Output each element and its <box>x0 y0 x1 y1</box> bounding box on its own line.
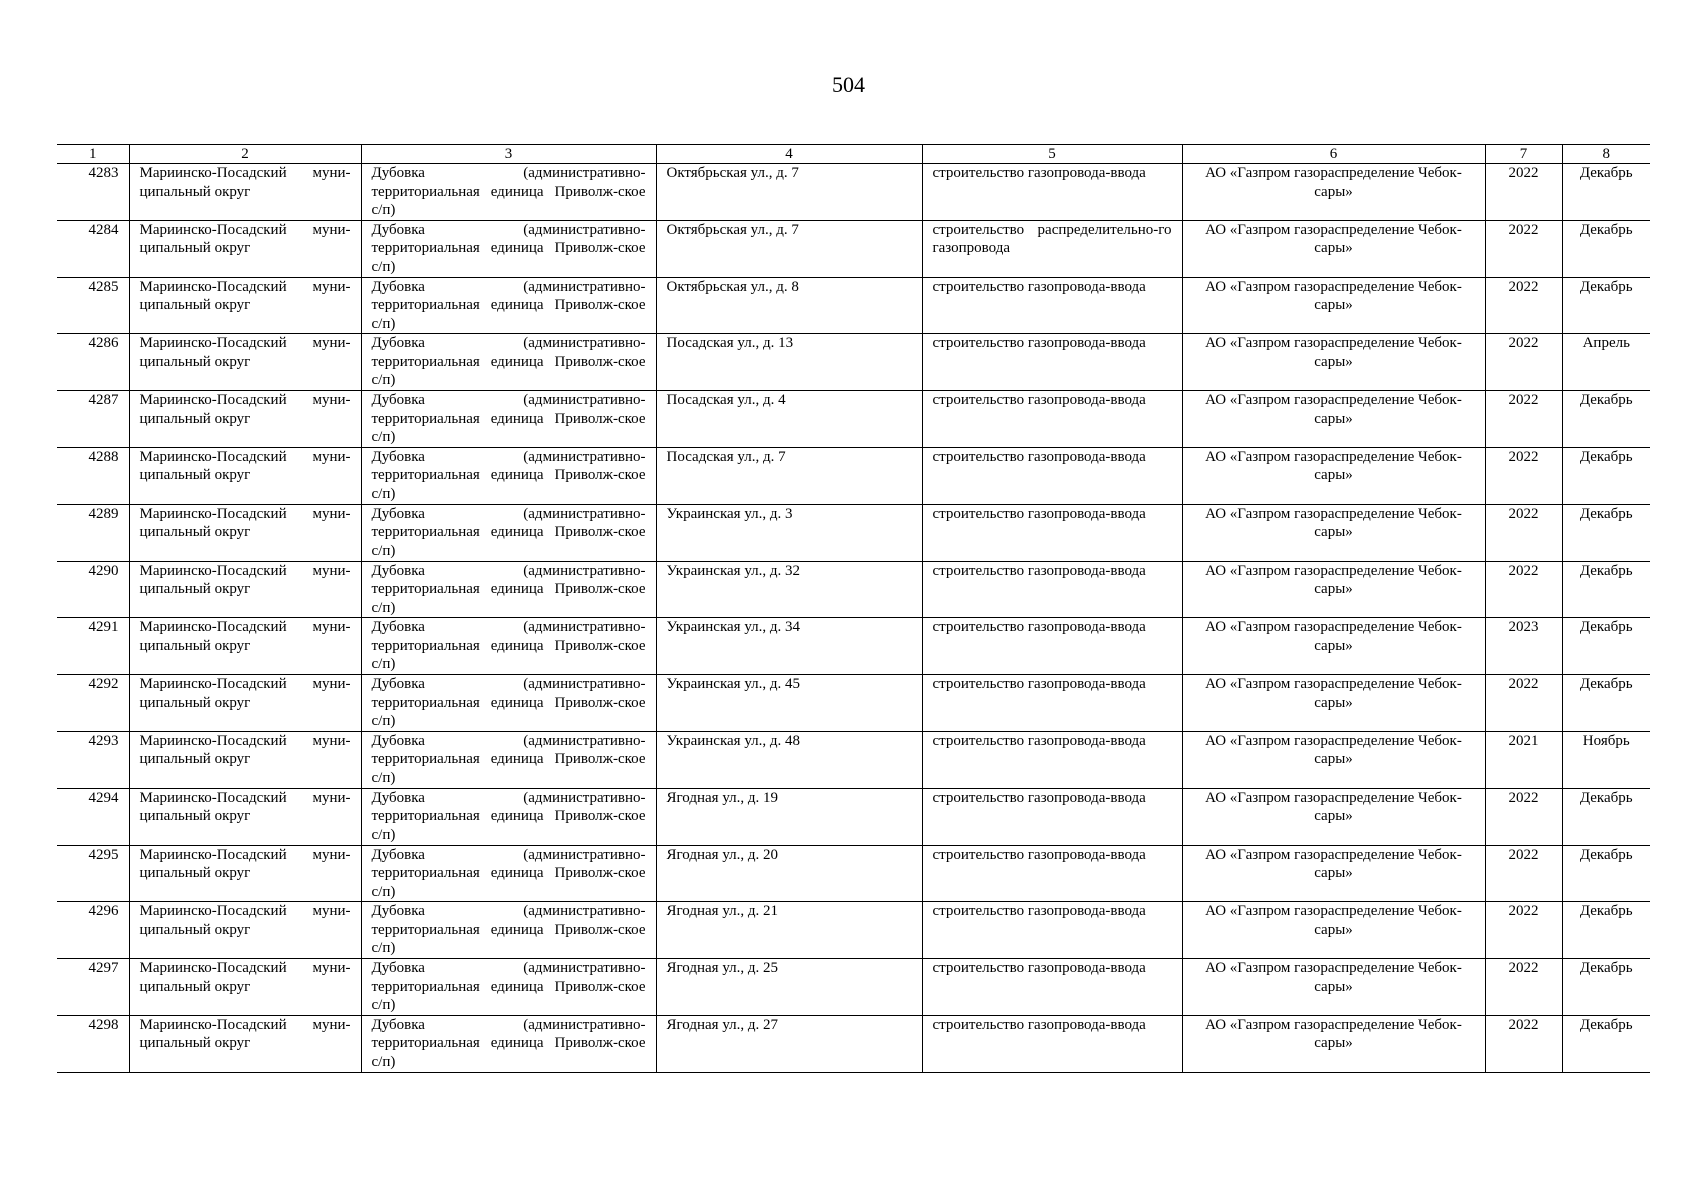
district-cell: Мариинско-Посадский муни-ципальный округ <box>129 164 361 221</box>
column-number-row <box>57 145 1650 164</box>
locality-cell: Дубовка (административно-территориальная единица Приволж-ское с/п) <box>361 164 656 221</box>
address-cell: Посадская ул., д. 13 <box>656 334 922 391</box>
column-header: 7 <box>1485 145 1562 164</box>
organization-cell: АО «Газпром газораспределение Чебок-сары» <box>1182 391 1485 448</box>
address-cell: Украинская ул., д. 45 <box>656 675 922 732</box>
district-cell: Мариинско-Посадский муни-ципальный округ <box>129 731 361 788</box>
column-header: 3 <box>361 145 656 164</box>
district-cell: Мариинско-Посадский муни-ципальный округ <box>129 220 361 277</box>
district-cell: Мариинско-Посадский муни-ципальный округ <box>129 675 361 732</box>
year-cell: 2022 <box>1485 391 1562 448</box>
district-cell: Мариинско-Посадский муни-ципальный округ <box>129 845 361 902</box>
district-cell: Мариинско-Посадский муни-ципальный округ <box>129 447 361 504</box>
row-number: 4283 <box>57 164 129 221</box>
month-cell: Ноябрь <box>1562 731 1650 788</box>
address-cell: Ягодная ул., д. 25 <box>656 959 922 1016</box>
table-row <box>57 334 1650 391</box>
table-row <box>57 731 1650 788</box>
organization-cell: АО «Газпром газораспределение Чебок-сары» <box>1182 902 1485 959</box>
address-cell: Украинская ул., д. 48 <box>656 731 922 788</box>
row-number: 4289 <box>57 504 129 561</box>
locality-cell: Дубовка (административно-территориальная единица Приволж-ское с/п) <box>361 277 656 334</box>
row-number: 4296 <box>57 902 129 959</box>
organization-cell: АО «Газпром газораспределение Чебок-сары» <box>1182 164 1485 221</box>
address-cell: Украинская ул., д. 32 <box>656 561 922 618</box>
organization-cell: АО «Газпром газораспределение Чебок-сары» <box>1182 788 1485 845</box>
address-cell: Украинская ул., д. 3 <box>656 504 922 561</box>
locality-cell: Дубовка (административно-территориальная единица Приволж-ское с/п) <box>361 504 656 561</box>
column-header: 1 <box>57 145 129 164</box>
locality-cell: Дубовка (административно-территориальная единица Приволж-ское с/п) <box>361 618 656 675</box>
work-type-cell: строительство газопровода-ввода <box>922 788 1182 845</box>
column-header: 2 <box>129 145 361 164</box>
table-row <box>57 164 1650 221</box>
work-type-cell: строительство газопровода-ввода <box>922 1015 1182 1072</box>
work-type-cell: строительство газопровода-ввода <box>922 561 1182 618</box>
year-cell: 2022 <box>1485 959 1562 1016</box>
work-type-cell: строительство газопровода-ввода <box>922 902 1182 959</box>
address-cell: Октябрьская ул., д. 7 <box>656 164 922 221</box>
row-number: 4285 <box>57 277 129 334</box>
year-cell: 2022 <box>1485 788 1562 845</box>
year-cell: 2022 <box>1485 561 1562 618</box>
month-cell: Апрель <box>1562 334 1650 391</box>
year-cell: 2022 <box>1485 164 1562 221</box>
work-type-cell: строительство газопровода-ввода <box>922 675 1182 732</box>
row-number: 4292 <box>57 675 129 732</box>
month-cell: Декабрь <box>1562 788 1650 845</box>
month-cell: Декабрь <box>1562 220 1650 277</box>
address-cell: Октябрьская ул., д. 8 <box>656 277 922 334</box>
work-type-cell: строительство распределительно-го газопровода <box>922 220 1182 277</box>
row-number: 4291 <box>57 618 129 675</box>
column-header: 6 <box>1182 145 1485 164</box>
month-cell: Декабрь <box>1562 277 1650 334</box>
work-type-cell: строительство газопровода-ввода <box>922 447 1182 504</box>
organization-cell: АО «Газпром газораспределение Чебок-сары» <box>1182 561 1485 618</box>
month-cell: Декабрь <box>1562 164 1650 221</box>
month-cell: Декабрь <box>1562 561 1650 618</box>
district-cell: Мариинско-Посадский муни-ципальный округ <box>129 902 361 959</box>
locality-cell: Дубовка (административно-территориальная единица Приволж-ское с/п) <box>361 675 656 732</box>
work-type-cell: строительство газопровода-ввода <box>922 618 1182 675</box>
work-type-cell: строительство газопровода-ввода <box>922 164 1182 221</box>
year-cell: 2022 <box>1485 220 1562 277</box>
organization-cell: АО «Газпром газораспределение Чебок-сары» <box>1182 959 1485 1016</box>
address-cell: Октябрьская ул., д. 7 <box>656 220 922 277</box>
organization-cell: АО «Газпром газораспределение Чебок-сары» <box>1182 277 1485 334</box>
row-number: 4297 <box>57 959 129 1016</box>
locality-cell: Дубовка (административно-территориальная единица Приволж-ское с/п) <box>361 1015 656 1072</box>
locality-cell: Дубовка (административно-территориальная единица Приволж-ское с/п) <box>361 959 656 1016</box>
month-cell: Декабрь <box>1562 902 1650 959</box>
year-cell: 2022 <box>1485 447 1562 504</box>
row-number: 4294 <box>57 788 129 845</box>
address-cell: Ягодная ул., д. 21 <box>656 902 922 959</box>
organization-cell: АО «Газпром газораспределение Чебок-сары» <box>1182 334 1485 391</box>
organization-cell: АО «Газпром газораспределение Чебок-сары» <box>1182 675 1485 732</box>
locality-cell: Дубовка (административно-территориальная единица Приволж-ское с/п) <box>361 391 656 448</box>
organization-cell: АО «Газпром газораспределение Чебок-сары» <box>1182 618 1485 675</box>
address-cell: Ягодная ул., д. 19 <box>656 788 922 845</box>
address-cell: Ягодная ул., д. 20 <box>656 845 922 902</box>
year-cell: 2022 <box>1485 504 1562 561</box>
work-type-cell: строительство газопровода-ввода <box>922 959 1182 1016</box>
month-cell: Декабрь <box>1562 959 1650 1016</box>
work-type-cell: строительство газопровода-ввода <box>922 277 1182 334</box>
page-number: 504 <box>832 72 865 97</box>
district-cell: Мариинско-Посадский муни-ципальный округ <box>129 788 361 845</box>
locality-cell: Дубовка (административно-территориальная единица Приволж-ское с/п) <box>361 845 656 902</box>
year-cell: 2022 <box>1485 845 1562 902</box>
year-cell: 2022 <box>1485 334 1562 391</box>
organization-cell: АО «Газпром газораспределение Чебок-сары» <box>1182 220 1485 277</box>
month-cell: Декабрь <box>1562 391 1650 448</box>
locality-cell: Дубовка (административно-территориальная единица Приволж-ское с/п) <box>361 902 656 959</box>
table-row <box>57 788 1650 845</box>
district-cell: Мариинско-Посадский муни-ципальный округ <box>129 959 361 1016</box>
district-cell: Мариинско-Посадский муни-ципальный округ <box>129 1015 361 1072</box>
row-number: 4286 <box>57 334 129 391</box>
address-cell: Посадская ул., д. 7 <box>656 447 922 504</box>
row-number: 4290 <box>57 561 129 618</box>
month-cell: Декабрь <box>1562 845 1650 902</box>
work-type-cell: строительство газопровода-ввода <box>922 504 1182 561</box>
organization-cell: АО «Газпром газораспределение Чебок-сары» <box>1182 447 1485 504</box>
table-row <box>57 561 1650 618</box>
column-header: 4 <box>656 145 922 164</box>
locality-cell: Дубовка (административно-территориальная единица Приволж-ское с/п) <box>361 561 656 618</box>
table-row <box>57 845 1650 902</box>
address-cell: Украинская ул., д. 34 <box>656 618 922 675</box>
work-type-cell: строительство газопровода-ввода <box>922 845 1182 902</box>
work-type-cell: строительство газопровода-ввода <box>922 391 1182 448</box>
district-cell: Мариинско-Посадский муни-ципальный округ <box>129 561 361 618</box>
organization-cell: АО «Газпром газораспределение Чебок-сары» <box>1182 504 1485 561</box>
table-row <box>57 1015 1650 1072</box>
work-type-cell: строительство газопровода-ввода <box>922 334 1182 391</box>
month-cell: Декабрь <box>1562 675 1650 732</box>
table-row <box>57 959 1650 1016</box>
month-cell: Декабрь <box>1562 447 1650 504</box>
year-cell: 2023 <box>1485 618 1562 675</box>
row-number: 4284 <box>57 220 129 277</box>
district-cell: Мариинско-Посадский муни-ципальный округ <box>129 334 361 391</box>
locality-cell: Дубовка (административно-территориальная единица Приволж-ское с/п) <box>361 220 656 277</box>
month-cell: Декабрь <box>1562 1015 1650 1072</box>
locality-cell: Дубовка (административно-территориальная единица Приволж-ское с/п) <box>361 334 656 391</box>
address-cell: Ягодная ул., д. 27 <box>656 1015 922 1072</box>
table-row <box>57 277 1650 334</box>
row-number: 4298 <box>57 1015 129 1072</box>
district-cell: Мариинско-Посадский муни-ципальный округ <box>129 277 361 334</box>
locality-cell: Дубовка (административно-территориальная единица Приволж-ское с/п) <box>361 447 656 504</box>
organization-cell: АО «Газпром газораспределение Чебок-сары» <box>1182 1015 1485 1072</box>
table-row <box>57 618 1650 675</box>
column-header: 5 <box>922 145 1182 164</box>
year-cell: 2021 <box>1485 731 1562 788</box>
locality-cell: Дубовка (административно-территориальная единица Приволж-ское с/п) <box>361 731 656 788</box>
table-row <box>57 391 1650 448</box>
district-cell: Мариинско-Посадский муни-ципальный округ <box>129 504 361 561</box>
table-row <box>57 220 1650 277</box>
locality-cell: Дубовка (административно-территориальная единица Приволж-ское с/п) <box>361 788 656 845</box>
year-cell: 2022 <box>1485 675 1562 732</box>
gasification-table <box>57 144 1650 1073</box>
year-cell: 2022 <box>1485 277 1562 334</box>
organization-cell: АО «Газпром газораспределение Чебок-сары» <box>1182 731 1485 788</box>
district-cell: Мариинско-Посадский муни-ципальный округ <box>129 618 361 675</box>
row-number: 4288 <box>57 447 129 504</box>
table-row <box>57 447 1650 504</box>
row-number: 4295 <box>57 845 129 902</box>
month-cell: Декабрь <box>1562 504 1650 561</box>
address-cell: Посадская ул., д. 4 <box>656 391 922 448</box>
column-header: 8 <box>1562 145 1650 164</box>
organization-cell: АО «Газпром газораспределение Чебок-сары» <box>1182 845 1485 902</box>
month-cell: Декабрь <box>1562 618 1650 675</box>
row-number: 4287 <box>57 391 129 448</box>
work-type-cell: строительство газопровода-ввода <box>922 731 1182 788</box>
table-row <box>57 902 1650 959</box>
table-row <box>57 675 1650 732</box>
year-cell: 2022 <box>1485 1015 1562 1072</box>
table-row <box>57 504 1650 561</box>
row-number: 4293 <box>57 731 129 788</box>
district-cell: Мариинско-Посадский муни-ципальный округ <box>129 391 361 448</box>
table-body <box>57 164 1650 1073</box>
year-cell: 2022 <box>1485 902 1562 959</box>
